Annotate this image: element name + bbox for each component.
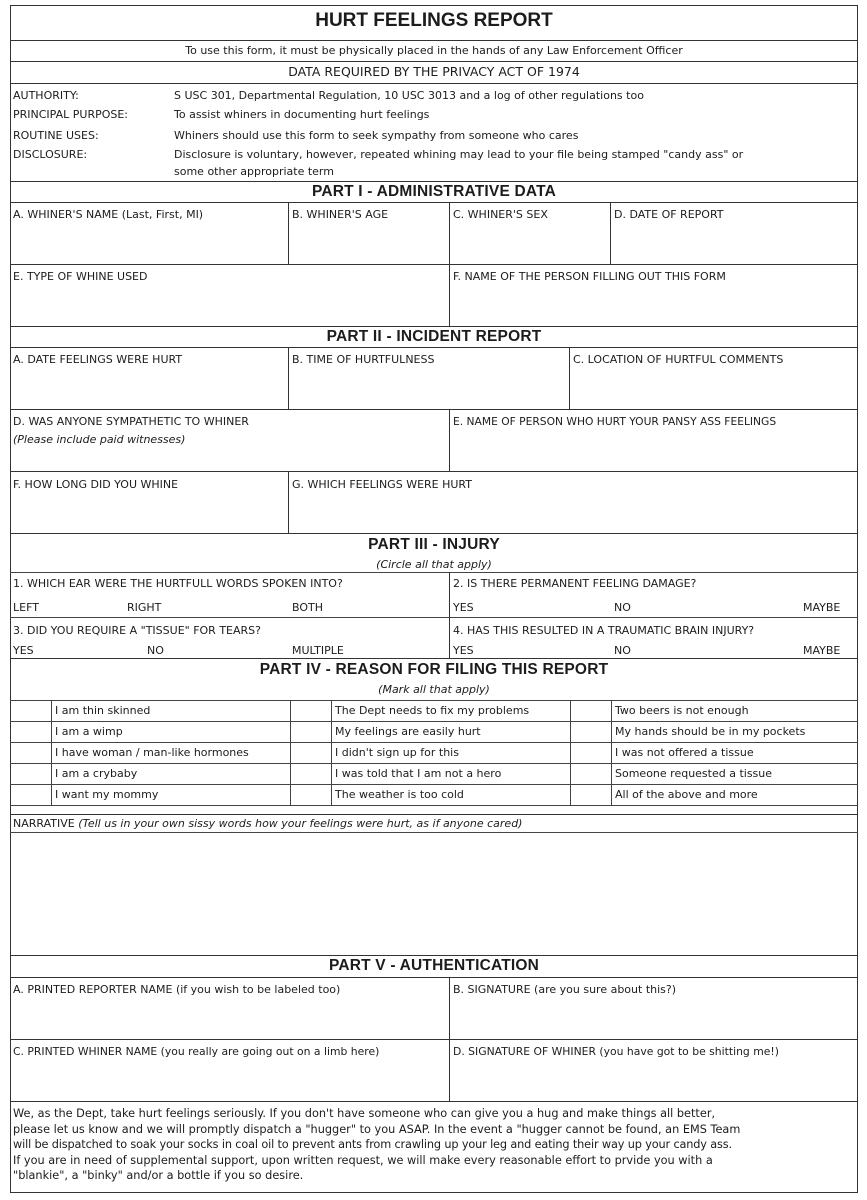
divider <box>10 83 858 84</box>
divider <box>10 700 858 701</box>
q1-option-both[interactable]: BOTH <box>292 601 324 614</box>
cell-divider <box>331 700 332 805</box>
reason-checkbox[interactable] <box>570 742 611 763</box>
divider <box>10 572 858 573</box>
divider <box>10 347 858 348</box>
whine-type-field[interactable]: E. TYPE OF WHINE USED <box>13 270 148 283</box>
cell-divider <box>449 572 450 658</box>
part3-title: PART III - INJURY <box>368 536 500 553</box>
reason-checkbox[interactable] <box>570 721 611 742</box>
footer-line: will be dispatched to soak your socks in coal oil to prevent ants from crawling up your leg and eating their way up your candy ass. <box>13 1138 732 1152</box>
cell-divider <box>288 202 289 264</box>
reason-item: All of the above and more <box>615 788 758 801</box>
feelings-hurt-field[interactable]: G. WHICH FEELINGS WERE HURT <box>292 478 472 491</box>
reason-item: I want my mommy <box>55 788 159 801</box>
footer-line: If you are in need of supplemental support, upon written request, we will make every reasonable effort to prvide you with a <box>13 1153 713 1167</box>
date-hurt-field[interactable]: A. DATE FEELINGS WERE HURT <box>13 353 183 366</box>
time-hurt-field[interactable]: B. TIME OF HURTFULNESS <box>292 353 435 366</box>
divider <box>10 202 858 203</box>
part1-title: PART I - ADMINISTRATIVE DATA <box>311 183 557 200</box>
whiner-signature-field[interactable]: D. SIGNATURE OF WHINER (you have got to be shitting me!) <box>453 1045 779 1058</box>
footer-line: please let us know and we will promptly dispatch a "hugger" to you ASAP. In the event a "hugger cannot be found, an EMS Team <box>13 1122 741 1136</box>
reason-item: The weather is too cold <box>335 788 464 801</box>
routine-uses-text: Whiners should use this form to seek sympathy from someone who cares <box>174 129 579 142</box>
q4-option-maybe[interactable]: MAYBE <box>803 644 841 657</box>
form-title: HURT FEELINGS REPORT <box>315 10 553 31</box>
cell-divider <box>288 471 289 533</box>
disclosure-text: Disclosure is voluntary, however, repeated whining may lead to your file being stamped "candy ass" or <box>174 148 744 161</box>
cell-divider <box>449 409 450 471</box>
whine-duration-field[interactable]: F. HOW LONG DID YOU WHINE <box>13 478 179 491</box>
reason-item: I was not offered a tissue <box>615 746 754 759</box>
divider <box>10 814 858 815</box>
reason-checkbox[interactable] <box>290 763 331 784</box>
q4-text: 4. HAS THIS RESULTED IN A TRAUMATIC BRAIN INJURY? <box>453 624 755 637</box>
part2-title: PART II - INCIDENT REPORT <box>326 328 542 345</box>
reason-checkbox[interactable] <box>290 721 331 742</box>
reason-item: I was told that I am not a hero <box>335 767 502 780</box>
footer-line: "blankie", a "binky" and/or a bottle if you so desire. <box>13 1169 304 1183</box>
reason-item: My hands should be in my pockets <box>615 725 806 738</box>
routine-uses-label: ROUTINE USES: <box>13 129 99 142</box>
divider <box>10 977 858 978</box>
part4-title: PART IV - REASON FOR FILING THIS REPORT <box>259 661 609 678</box>
cell-divider <box>51 700 52 805</box>
reason-item: The Dept needs to fix my problems <box>335 704 530 717</box>
cell-divider <box>288 347 289 409</box>
narrative-textarea[interactable] <box>11 833 857 955</box>
reason-checkbox[interactable] <box>570 784 611 805</box>
cell-divider <box>610 202 611 264</box>
reason-item: Two beers is not enough <box>615 704 749 717</box>
divider <box>10 40 858 41</box>
part5-title: PART V - AUTHENTICATION <box>328 957 540 974</box>
q3-option-no[interactable]: NO <box>147 644 164 657</box>
authority-text: S USC 301, Departmental Regulation, 10 USC 3013 and a log of other regulations too <box>174 89 644 102</box>
disclosure-label: DISCLOSURE: <box>13 148 88 161</box>
part4-note: (Mark all that apply) <box>378 683 490 696</box>
reason-checkbox[interactable] <box>10 763 51 784</box>
reason-checkbox[interactable] <box>570 763 611 784</box>
reporter-name-field[interactable]: A. PRINTED REPORTER NAME (if you wish to be labeled too) <box>13 983 341 996</box>
divider <box>10 471 858 472</box>
sympathetic-note: (Please include paid witnesses) <box>13 433 186 446</box>
reason-checkbox[interactable] <box>290 742 331 763</box>
q2-option-maybe[interactable]: MAYBE <box>803 601 841 614</box>
q1-option-right[interactable]: RIGHT <box>127 601 162 614</box>
divider <box>10 326 858 327</box>
q2-option-yes[interactable]: YES <box>453 601 474 614</box>
q3-option-yes[interactable]: YES <box>13 644 34 657</box>
narrative-heading <box>13 817 522 830</box>
divider <box>10 805 858 806</box>
signature-field[interactable]: B. SIGNATURE (are you sure about this?) <box>453 983 677 996</box>
whiner-sex-field[interactable]: C. WHINER'S SEX <box>453 208 548 221</box>
divider <box>10 721 858 722</box>
reason-checkbox[interactable] <box>10 700 51 721</box>
purpose-label: PRINCIPAL PURPOSE: <box>13 108 129 121</box>
divider <box>10 181 858 182</box>
form-instruction: To use this form, it must be physically placed in the hands of any Law Enforcement Officer <box>185 44 683 57</box>
date-of-report-field[interactable]: D. DATE OF REPORT <box>614 208 724 221</box>
divider <box>10 617 858 618</box>
footer-note <box>13 1106 855 1184</box>
reason-item: My feelings are easily hurt <box>335 725 481 738</box>
sympathetic-field[interactable]: D. WAS ANYONE SYMPATHETIC TO WHINER <box>13 415 249 428</box>
reason-item: I am a wimp <box>55 725 123 738</box>
divider <box>10 264 858 265</box>
disclosure-text-cont: some other appropriate term <box>174 165 334 178</box>
whiner-name-field[interactable]: A. WHINER'S NAME (Last, First, MI) <box>13 208 204 221</box>
reason-item: I didn't sign up for this <box>335 746 459 759</box>
reason-checkbox[interactable] <box>10 784 51 805</box>
divider <box>10 533 858 534</box>
q2-option-no[interactable]: NO <box>614 601 631 614</box>
purpose-text: To assist whiners in documenting hurt feelings <box>174 108 430 121</box>
authority-label: AUTHORITY: <box>13 89 79 102</box>
divider <box>10 1101 858 1102</box>
divider <box>10 658 858 659</box>
reason-checkbox[interactable] <box>290 700 331 721</box>
q2-text: 2. IS THERE PERMANENT FEELING DAMAGE? <box>453 577 697 590</box>
q1-option-left[interactable]: LEFT <box>13 601 39 614</box>
q3-text: 3. DID YOU REQUIRE A "TISSUE" FOR TEARS? <box>13 624 261 637</box>
narrative-label: NARRATIVE <box>13 817 75 830</box>
reason-checkbox[interactable] <box>570 700 611 721</box>
divider <box>10 742 858 743</box>
divider <box>10 1039 858 1040</box>
divider <box>10 955 858 956</box>
whiner-age-field[interactable]: B. WHINER'S AGE <box>292 208 389 221</box>
part3-note: (Circle all that apply) <box>376 558 492 571</box>
q1-text: 1. WHICH EAR WERE THE HURTFULL WORDS SPOKEN INTO? <box>13 577 343 590</box>
form-filler-name-field[interactable]: F. NAME OF THE PERSON FILLING OUT THIS FORM <box>453 270 726 283</box>
divider <box>10 61 858 62</box>
footer-line: We, as the Dept, take hurt feelings seriously. If you don't have someone who can give you a hug and make things all better, <box>13 1107 716 1120</box>
whiner-printed-name-field[interactable]: C. PRINTED WHINER NAME (you really are going out on a limb here) <box>13 1045 380 1058</box>
cell-divider <box>569 347 570 409</box>
divider <box>10 784 858 785</box>
divider <box>10 409 858 410</box>
location-field[interactable]: C. LOCATION OF HURTFUL COMMENTS <box>573 353 784 366</box>
hurter-name-field[interactable]: E. NAME OF PERSON WHO HURT YOUR PANSY ASS FEELINGS <box>453 415 777 428</box>
privacy-act-title: DATA REQUIRED BY THE PRIVACY ACT OF 1974 <box>288 64 580 79</box>
divider <box>10 763 858 764</box>
reason-item: I have woman / man-like hormones <box>55 746 249 759</box>
reason-checkbox[interactable] <box>10 721 51 742</box>
reason-item: I am a crybaby <box>55 767 138 780</box>
cell-divider <box>611 700 612 805</box>
reason-item: I am thin skinned <box>55 704 151 717</box>
reason-checkbox[interactable] <box>290 784 331 805</box>
q3-option-multiple[interactable]: MULTIPLE <box>292 644 344 657</box>
reason-checkbox[interactable] <box>10 742 51 763</box>
reason-item: Someone requested a tissue <box>615 767 773 780</box>
q4-option-yes[interactable]: YES <box>453 644 474 657</box>
narrative-instruction: (Tell us in your own sissy words how your feelings were hurt, as if anyone cared) <box>78 817 523 830</box>
q4-option-no[interactable]: NO <box>614 644 631 657</box>
